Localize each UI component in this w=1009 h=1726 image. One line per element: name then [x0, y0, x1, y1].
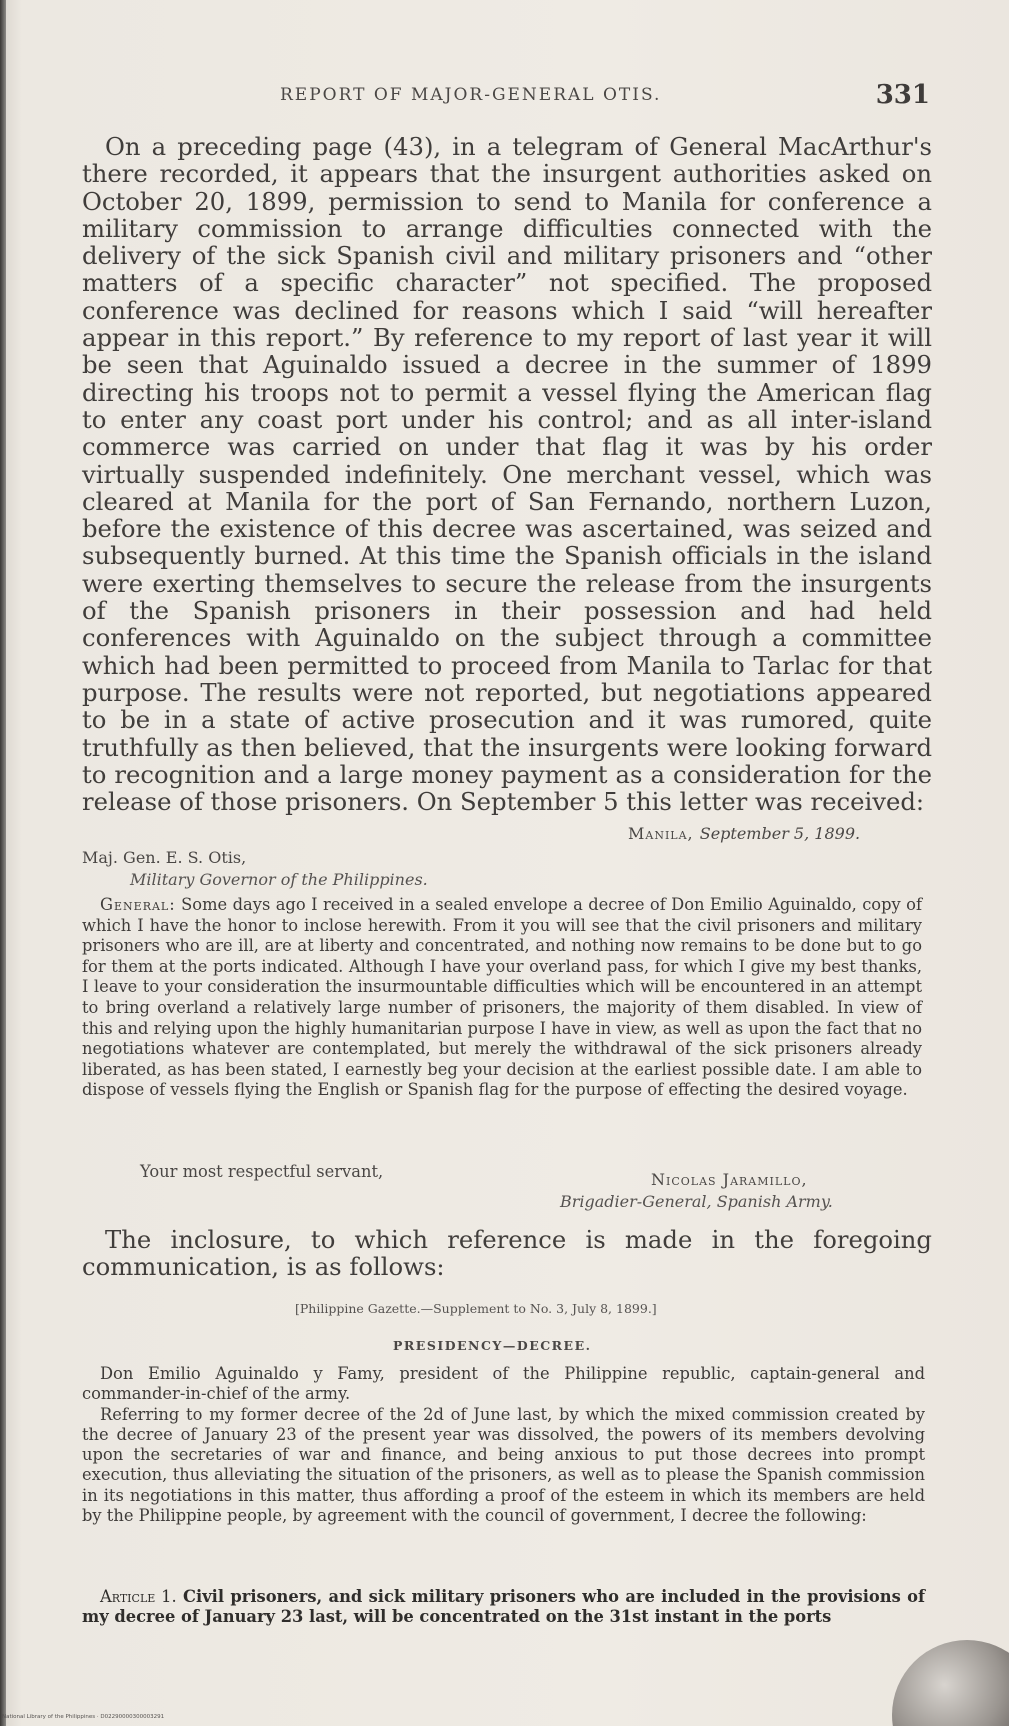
- letter-closing: Your most respectful servant,: [140, 1162, 384, 1181]
- footer-credit: National Library of the Philippines · D02290000300003291: [2, 1714, 165, 1720]
- signer-title: Brigadier-General, Spanish Army.: [560, 1192, 833, 1211]
- scanner-thumb-object: [892, 1640, 1009, 1726]
- page-number: 331: [875, 80, 930, 110]
- letter-body: [82, 895, 922, 1101]
- letter-place: Manila,: [628, 824, 694, 843]
- letter-addressee-title: Military Governor of the Philippines.: [130, 870, 428, 889]
- letter-dateline: [628, 824, 860, 843]
- decree-paragraph-1: Don Emilio Aguinaldo y Famy, president of the Philippine republic, captain-general and commander-in-chief of the army.: [82, 1364, 925, 1404]
- gazette-source: [Philippine Gazette.—Supplement to No. 3, July 8, 1899.]: [295, 1301, 657, 1316]
- narrative-paragraph: On a preceding page (43), in a telegram of General MacArthur's there recorded, it appears that the insurgent authorities asked on October 20, 1899, permission to send to Manila for conference a military commission to arrange difficulties connected with the delivery of the sick Spanish civil and military prisoners and “other matters of a specific character” not specified. The proposed conference was declined for reasons which I said “will hereafter appear in this report.” By reference to my report of last year it will be seen that Aguinaldo issued a decree in the summer of 1899 directing his troops not to permit a vessel flying the American flag to enter any coast port under his control; and as all inter-island commerce was carried on under that flag it was by his order virtually suspended indefinitely. One merchant vessel, which was cleared at Manila for the port of San Fernando, northern Luzon, before the existence of this decree was ascertained, was seized and subsequently burned. At this time the Spanish officials in the island were exerting themselves to secure the release from the insurgents of the Spanish prisoners in their possession and had held conferences with Aguinaldo on the subject through a committee which had been permitted to proceed from Manila to Tarlac for that purpose. The results were not reported, but negotiations appeared to be in a state of active prosecution and it was rumored, quite truthfully as then believed, that the insurgents were looking forward to recognition and a large money payment as a consideration for the release of those prisoners. On September 5 this letter was received:: [82, 132, 932, 817]
- letter-date: September 5, 1899.: [699, 824, 861, 843]
- decree-article-1: [82, 1587, 925, 1628]
- decree-heading: PRESIDENCY—DECREE.: [393, 1338, 592, 1353]
- decree-text: [82, 1364, 925, 1526]
- signer-name: Nicolas Jaramillo,: [651, 1170, 808, 1189]
- letter-body-text: Some days ago I received in a sealed envelope a decree of Don Emilio Aguinaldo, copy of which I have the honor to inclose herewith. From it you will see that the civil prisoners and military prisoners who are ill, are at liberty and concentrated, and nothing now remains to be done but to go for them at the ports indicated. Although I have your overland pass, for which I give my best thanks, I leave to your consideration the insurmountable difficulties which will be encountered in an attempt to bring overland a relatively large number of prisoners, the majority of them disabled. In view of this and relying upon the highly humanitarian purpose I have in view, as well as upon the fact that no negotiations whatever are contemplated, but merely the withdrawal of the sick prisoners already liberated, as has been stated, I earnestly beg your decision at the earliest possible date. I am able to dispose of vessels flying the English or Spanish flag for the purpose of effecting the desired voyage.: [82, 895, 922, 1100]
- article-label: Article 1.: [100, 1587, 177, 1606]
- letter-salutation: General:: [100, 895, 176, 914]
- inclosure-paragraph: The inclosure, to which reference is made in the foregoing communication, is as follows:: [82, 1225, 932, 1282]
- decree-paragraph-2: Referring to my former decree of the 2d of June last, by which the mixed commission created by the decree of January 23 of the present year was dissolved, the powers of its members devolving upon the secretaries of war and finance, and being anxious to put those decrees into prompt execution, thus alleviating the situation of the prisoners, as well as to please the Spanish commission in its negotiations in this matter, thus affording a proof of the esteem in which its members are held by the Philippine people, by agreement with the council of government, I decree the following:: [82, 1404, 925, 1526]
- article-1-text: Civil prisoners, and sick military prisoners who are included in the provisions of my decree of January 23 last, will be concentrated on the 31st instant in the ports: [82, 1587, 925, 1627]
- page-header: [280, 80, 930, 110]
- letter-addressee: Maj. Gen. E. S. Otis,: [82, 848, 247, 867]
- page-binding-edge: [0, 0, 6, 1726]
- running-head: REPORT OF MAJOR-GENERAL OTIS.: [280, 85, 662, 105]
